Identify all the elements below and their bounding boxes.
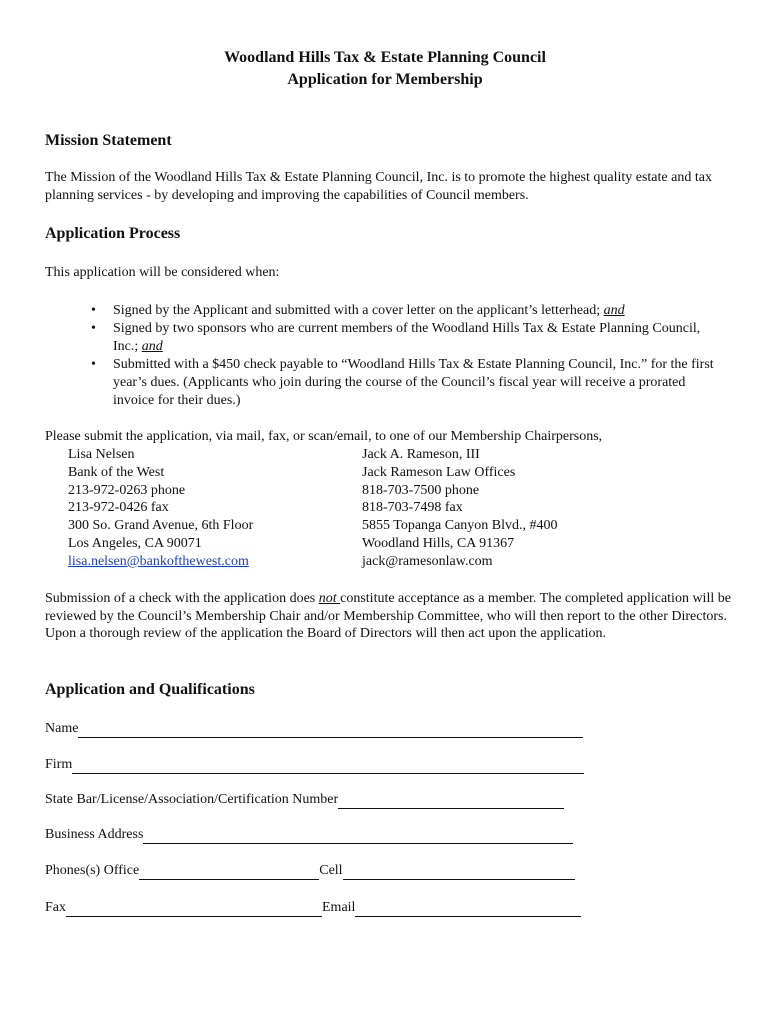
emphasis-and: and — [603, 303, 625, 318]
chair1-address2: Los Angeles, CA 90071 — [68, 535, 202, 551]
document-subtitle: Application for Membership — [287, 71, 483, 88]
requirements-list — [87, 302, 727, 410]
list-item: • Submitted with a $450 check payable to “Woodland Hills Tax & Estate Planning Council, Inc.” for the first year’s dues. (Applicants who join during the course of the Council’s fiscal year will receive a prorated invoice for their dues.) — [91, 357, 714, 408]
chair1-fax: 213-972-0426 fax — [68, 500, 169, 516]
fax-label: Fax — [45, 900, 66, 915]
license-field-row — [45, 791, 564, 809]
list-item: • Signed by the Applicant and submitted with a cover letter on the applicant’s letterhead; and — [91, 303, 625, 318]
name-field-row — [45, 720, 583, 738]
process-intro: This application will be considered when: — [45, 265, 280, 280]
qualifications-heading: Application and Qualifications — [45, 681, 255, 698]
firm-input-line[interactable] — [72, 759, 584, 774]
address-input-line-2[interactable] — [339, 829, 573, 844]
document-title: Woodland Hills Tax & Estate Planning Council — [224, 49, 546, 66]
email-label: Email — [322, 900, 356, 915]
firm-label: Firm — [45, 757, 73, 772]
chair2-org: Jack Rameson Law Offices — [362, 464, 516, 480]
cell-label: Cell — [319, 863, 343, 878]
mission-heading: Mission Statement — [45, 132, 172, 149]
chair2-name: Jack A. Rameson, III — [362, 447, 480, 462]
chair2-address1: 5855 Topanga Canyon Blvd., #400 — [362, 518, 558, 534]
chairperson-2 — [362, 446, 558, 571]
bullet-icon: • — [91, 321, 96, 336]
emphasis-not: not — [318, 591, 341, 606]
mission-text: The Mission of the Woodland Hills Tax & Estate Planning Council, Inc. is to promote the highest quality estate and tax planning services - by developing and improving the capabilities of Council members. — [45, 170, 712, 203]
fax-input-line[interactable] — [66, 902, 322, 917]
address-input-line-1[interactable] — [143, 829, 339, 844]
address-label: Business Address — [45, 827, 144, 842]
chair2-address2: Woodland Hills, CA 91367 — [362, 535, 515, 551]
chair1-email-link[interactable]: lisa.nelsen@bankofthewest.com — [68, 553, 249, 569]
cell-input-line[interactable] — [343, 865, 575, 880]
fax-field-row — [45, 899, 581, 917]
chair2-email: jack@ramesonlaw.com — [362, 553, 493, 569]
phone-office-label: Phones(s) Office — [45, 863, 140, 878]
name-label: Name — [45, 721, 79, 736]
process-heading: Application Process — [45, 225, 181, 242]
chair1-name: Lisa Nelsen — [68, 447, 135, 462]
name-input-line[interactable] — [78, 723, 583, 738]
chair1-org: Bank of the West — [68, 464, 165, 480]
firm-field-row — [45, 756, 584, 774]
submit-instructions: Please submit the application, via mail, fax, or scan/email, to one of our Membership Chairpersons, — [45, 429, 603, 444]
phone-office-input-line[interactable] — [139, 865, 319, 880]
license-input-line[interactable] — [338, 794, 564, 809]
check-note: Submission of a check with the application does not constitute acceptance as a member. The completed application will be reviewed by the Council’s Membership Chair and/or Membership Committee, who will then report to the other Directors. Upon a thorough review of the application the Board of Directors will then act upon the application. — [45, 591, 731, 641]
chair2-fax: 818-703-7498 fax — [362, 500, 463, 516]
bullet-icon: • — [91, 303, 96, 318]
chair2-phone: 818-703-7500 phone — [362, 482, 480, 498]
chairperson-1 — [68, 446, 253, 571]
phone-field-row — [45, 862, 575, 880]
email-input-line[interactable] — [355, 902, 581, 917]
bullet-icon: • — [91, 357, 96, 372]
chair1-phone: 213-972-0263 phone — [68, 482, 186, 498]
address-field-row — [45, 826, 573, 844]
list-item: • Signed by two sponsors who are current members of the Woodland Hills Tax & Estate Planning Council, Inc.; and — [91, 321, 701, 354]
license-label: State Bar/License/Association/Certification Number — [45, 792, 339, 807]
chair1-address1: 300 So. Grand Avenue, 6th Floor — [68, 518, 254, 534]
emphasis-and: and — [141, 339, 163, 354]
